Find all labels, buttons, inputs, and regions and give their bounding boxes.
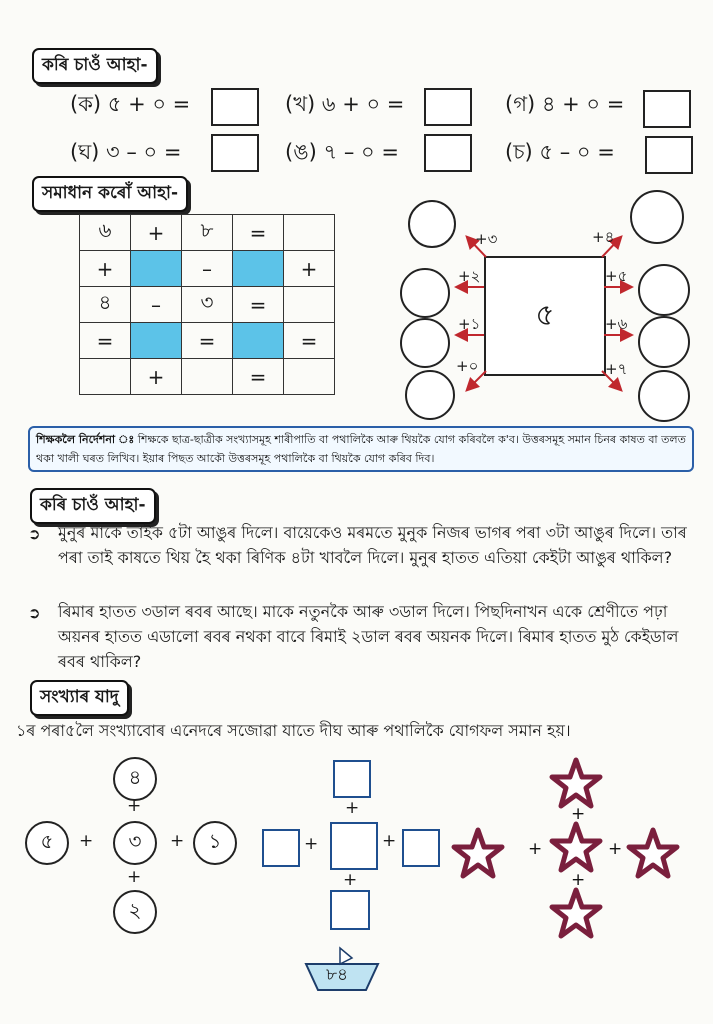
grid-cell: = (233, 215, 284, 251)
grid-cell: = (284, 323, 335, 359)
arrow-label-l2: +১ (458, 315, 481, 333)
math-grid (79, 214, 335, 395)
teacher-note (28, 426, 694, 472)
grid-cell: = (80, 323, 131, 359)
plus-sign: + (79, 831, 94, 851)
example-circle-top: ৪ (113, 757, 157, 801)
example-circle-center: ৩ (113, 821, 157, 865)
answer-box-kha[interactable] (424, 88, 472, 126)
page-number: ৮৪ (326, 965, 349, 985)
answer-circle-tl[interactable] (408, 200, 456, 248)
star-answer-left (454, 830, 502, 876)
plus-sign: + (382, 831, 397, 851)
answer-circle-l2[interactable] (400, 318, 450, 368)
grid-answer-cell[interactable] (284, 215, 335, 251)
word-problem-2: ৰিমাৰ হাতত ৩ডাল ৰবৰ আছে। মাকে নতুনকৈ আৰু ৩ডাল দিলে। পিছদিনাখন একে শ্ৰেণীতে পঢ়া অয়নৰ হাতত এডালো ৰবৰ নথকা বাবে ৰিমাই ২ডাল ৰবৰ অয়নক দিলে। ৰিমাৰ হাতত মুঠ কেইডাল ৰবৰ থাকিল? (58, 602, 679, 671)
grid-shaded-cell (233, 251, 284, 287)
grid-cell: = (182, 323, 233, 359)
center-number: ৫ (535, 297, 555, 333)
answer-circle-tr[interactable] (630, 190, 684, 244)
exercise-cha: (চ) ৫ – ০ = (505, 140, 615, 164)
arrow-label-l1: +২ (458, 267, 481, 285)
grid-shaded-cell (233, 323, 284, 359)
stars-diagram (448, 752, 688, 942)
grid-cell: + (131, 359, 182, 395)
star-answer-bottom (552, 890, 600, 936)
plus-sign: + (608, 839, 623, 859)
answer-box-cha[interactable] (645, 136, 693, 174)
arrow-label-tr: +৪ (592, 228, 615, 246)
plus-sign: + (571, 804, 586, 824)
grid-cell: – (182, 251, 233, 287)
exercise-gha: (ঘ) ৩ – ০ = (70, 140, 182, 164)
answer-box-ga[interactable] (643, 90, 691, 128)
plus-sign: + (127, 867, 142, 887)
example-circle-bottom: ২ (113, 890, 157, 934)
section-title-solve: সমাধান কৰোঁ আহা- (32, 176, 188, 212)
star-answer-top (552, 760, 600, 806)
arrow-label-r3: +৭ (605, 360, 628, 378)
arrow-label-tl: +৩ (475, 230, 498, 248)
answer-circle-r2[interactable] (638, 316, 690, 368)
grid-cell: ৬ (80, 215, 131, 251)
exercise-kha: (খ) ৬ + ০ = (285, 92, 405, 116)
section-title-number-magic: সংখ্যাৰ যাদু (30, 680, 129, 716)
plus-sign: + (343, 870, 358, 890)
plus-sign: + (127, 796, 142, 816)
exercise-umo: (ঙ) ৭ – ০ = (285, 140, 399, 164)
answer-square-left[interactable] (262, 829, 300, 867)
plus-sign: + (571, 870, 586, 890)
exercise-ka: (ক) ৫ + ০ = (70, 92, 191, 116)
example-circle-right: ১ (193, 821, 237, 865)
bullet-icon: ➲ (28, 525, 41, 543)
answer-square-top[interactable] (333, 760, 371, 798)
answer-circle-r1[interactable] (638, 264, 690, 316)
instruction-text: ১ৰ পৰা৫লৈ সংখ্যাবোৰ এনেদৰে সজোৱা যাতে দীঘ আৰু পথালিকৈ যোগফল সমান হয়। (16, 721, 571, 740)
answer-box-ka[interactable] (211, 88, 259, 126)
exercise-ga: (গ) ৪ + ০ = (505, 92, 625, 116)
answer-box-gha[interactable] (211, 134, 259, 172)
grid-cell: = (233, 359, 284, 395)
grid-shaded-cell (131, 251, 182, 287)
arrow-label-l3: +০ (456, 357, 479, 375)
arrow-label-r1: +৫ (605, 267, 628, 285)
answer-circle-r3[interactable] (638, 370, 690, 422)
plus-sign: + (170, 831, 185, 851)
grid-cell: + (80, 251, 131, 287)
bullet-icon: ➲ (28, 604, 41, 622)
word-problem-1: মুনুৰ মাকে তাইক ৫টা আঙুৰ দিলে। বায়েকেও মৰমতে মুনুক নিজৰ ভাগৰ পৰা ৩টা আঙুৰ দিলে। তাৰ পৰা তাই কাষতে থিয় হৈ থকা ৰিণিক ৪টা খাবলৈ দিলে। মুনুৰ হাতত এতিয়া কেইটা আঙুৰ থাকিল? (58, 523, 687, 567)
teacher-note-text: শিক্ষকে ছাত্ৰ-ছাত্ৰীক সংখ্যাসমূহ শাৰীপাতি বা পথালিকৈ আৰু থিয়কৈ যোগ কৰিবলৈ ক'ব। উত্তৰসমূহ সমান চিনৰ কাষত বা তলত থকা খালী ঘৰত লিখিব। ইয়াৰ পিছত আকৌ উত্তৰসমূহ পথালিকৈ বা থিয়কৈ যোগ কৰিব দিব। (36, 433, 686, 465)
arrow-label-r2: +৬ (605, 315, 628, 333)
grid-answer-cell[interactable] (80, 359, 131, 395)
star-answer-center (552, 824, 600, 870)
answer-circle-l1[interactable] (400, 268, 450, 318)
grid-cell: – (131, 287, 182, 323)
answer-circle-l3[interactable] (405, 370, 455, 420)
answer-box-umo[interactable] (424, 134, 472, 172)
answer-square-right[interactable] (402, 829, 440, 867)
grid-answer-cell[interactable] (284, 287, 335, 323)
plus-sign: + (345, 798, 360, 818)
grid-cell: ৪ (80, 287, 131, 323)
grid-cell: ৮ (182, 215, 233, 251)
grid-cell: ৩ (182, 287, 233, 323)
answer-square-bottom[interactable] (330, 890, 370, 930)
grid-answer-cell[interactable] (182, 359, 233, 395)
plus-sign: + (304, 834, 319, 854)
teacher-note-heading: শিক্ষকলৈ নিৰ্দেশনা ঃ (36, 433, 135, 446)
grid-cell: = (233, 287, 284, 323)
section-title-try: কৰি চাওঁ আহা- (32, 48, 158, 84)
section-title-try-2: কৰি চাওঁ আহা- (30, 488, 156, 524)
star-answer-right (629, 830, 677, 876)
answer-square-center[interactable] (330, 822, 378, 870)
grid-cell: + (131, 215, 182, 251)
grid-cell: + (284, 251, 335, 287)
grid-shaded-cell (131, 323, 182, 359)
grid-answer-cell[interactable] (284, 359, 335, 395)
plus-sign: + (528, 839, 543, 859)
example-circle-left: ৫ (25, 821, 69, 865)
